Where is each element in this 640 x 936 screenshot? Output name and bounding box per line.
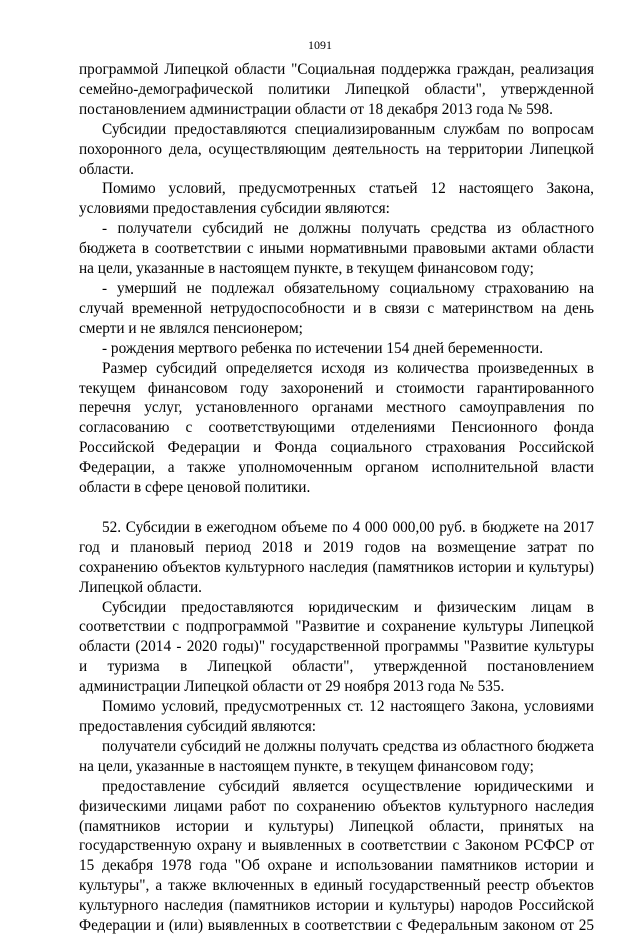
paragraph-condition-item: - получатели субсидий не должны получать средства из областного бюджета в соответствии с иными нормативными правовыми актами области на цели, указанные в настоящем пункте, в текущем финансовом году;	[79, 220, 594, 278]
paragraph-subsidy-recipients: Субсидии предоставляются специализированным службам по вопросам похоронного дела, осуществляющим деятельность на территории Липецкой области.	[79, 120, 594, 178]
paragraph-subsidy-amount: Размер субсидий определяется исходя из количества произведенных в текущем финансовом году захоронений и стоимости гарантированного перечня услуг, установленного органами местного самоуправления по согласованию с соответствующими отделениями Пенсионного фонда Российской Федерации и Фонда социального страхования Российской Федерации, а также уполномоченным органом исполнительной власти области в сфере ценовой политики.	[79, 359, 594, 497]
paragraph-subsidy-recipients: Субсидии предоставляются юридическим и физическим лицам в соответствии с подпрограммой "Развитие и сохранение культуры Липецкой области (2014 - 2020 годы)" государственной программы "Развитие культуры и туризма в Липецкой области", утвержденной постановлением администрации Липецкой области от 29 ноября 2013 года № 535.	[79, 598, 594, 696]
section-gap	[79, 498, 594, 518]
paragraph-program-reference: программой Липецкой области "Социальная поддержка граждан, реализация семейно-демографической политики Липецкой области", утвержденной постановлением администрации области от 18 декабря 2013 года № 598.	[79, 61, 594, 118]
paragraph-conditions-intro: Помимо условий, предусмотренных ст. 12 настоящего Закона, условиями предоставления субсидий являются:	[79, 698, 594, 735]
paragraph-condition-item: - умерший не подлежал обязательному социальному страхованию на случай временной нетрудоспособности и в связи с материнством на день смерти и не являлся пенсионером;	[79, 279, 594, 337]
paragraph-condition-item: - рождения мертвого ребенка по истечении 154 дней беременности.	[102, 339, 544, 357]
paragraph-section-52: 52. Субсидии в ежегодном объеме по 4 000 000,00 руб. в бюджете на 2017 год и плановый период 2018 и 2019 годов на возмещение затрат по сохранению объектов культурного наследия (памятников истории и культуры) Липецкой области.	[79, 518, 594, 596]
paragraph-condition-item: получатели субсидий не должны получать средства из областного бюджета на цели, указанные в настоящем пункте, в текущем финансовом году;	[79, 737, 594, 775]
page-number: 1091	[308, 38, 332, 52]
document-body	[79, 60, 594, 936]
paragraph-conditions-intro: Помимо условий, предусмотренных статьей 12 настоящего Закона, условиями предоставления субсидии являются:	[79, 180, 594, 218]
paragraph-condition-item: предоставление субсидий является осуществление юридическими и физическими лицами работ по сохранению объектов культурного наследия (памятников истории и культуры) Липецкой области, принятых на государственную охрану и выявленных в соответствии с Законом РСФСР от 15 декабря 1978 года "Об охране и использовании памятников истории и культуры", а также включенных в единый государственный реестр объектов культурного наследия (памятников истории и культуры) народов Российской Федерации и (или) выявленных в соответствии с Федеральным законом от 25	[79, 777, 594, 935]
